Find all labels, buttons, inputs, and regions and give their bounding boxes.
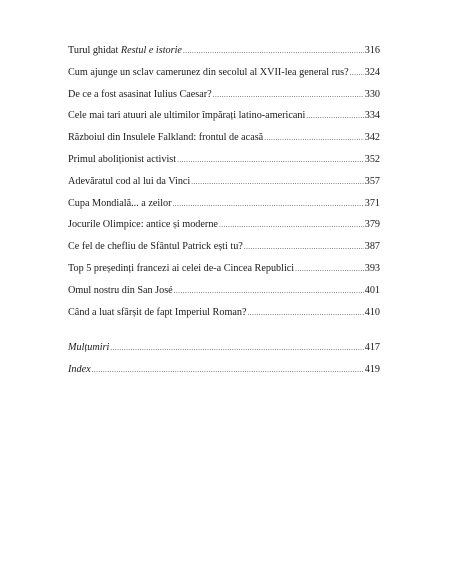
dot-leader [244, 241, 364, 254]
toc-page-number: 357 [364, 175, 380, 187]
section-gap [68, 327, 380, 341]
toc-entry [68, 44, 380, 66]
toc-entry-title: Top 5 președinți francezi ai celei de-a Cincea Republici [68, 262, 295, 274]
dot-leader [191, 176, 363, 189]
dot-leader [177, 154, 364, 167]
dot-leader [219, 219, 364, 232]
toc-entry [68, 109, 380, 131]
toc-page-number: 342 [364, 132, 380, 144]
dot-leader [92, 364, 364, 377]
toc-entry-title-italic: Restul e istorie [120, 45, 182, 56]
dot-leader [174, 285, 364, 298]
toc-page-number: 419 [364, 364, 380, 376]
toc-entry-back-matter [68, 341, 380, 363]
toc-entry-title: De ce a fost asasinat Iulius Caesar? [68, 88, 212, 100]
toc-page-number: 352 [364, 153, 380, 165]
toc-entry [68, 66, 380, 88]
toc-page-number: 417 [364, 342, 380, 354]
toc-entry [68, 197, 380, 219]
toc-page-number: 316 [364, 45, 380, 56]
toc-entry [68, 262, 380, 284]
dot-leader [110, 342, 363, 355]
toc-page-number: 330 [364, 88, 380, 100]
toc-page-number: 324 [364, 66, 380, 78]
toc-entry [68, 218, 380, 240]
dot-leader [248, 307, 364, 320]
toc-page-number: 393 [364, 262, 380, 274]
toc-entry [68, 88, 380, 110]
dot-leader [183, 45, 364, 58]
toc-entry-title: Cele mai tari atuuri ale ultimilor împărați latino-americani [68, 110, 306, 122]
dot-leader [264, 132, 364, 145]
dot-leader [173, 198, 364, 211]
dot-leader [306, 110, 363, 123]
toc-entry-title: Războiul din Insulele Falkland: frontul de acasă [68, 132, 264, 144]
toc-entry-title: Jocurile Olimpice: antice și moderne [68, 219, 218, 231]
toc-page-number: 387 [364, 241, 380, 253]
dot-leader [295, 263, 364, 276]
toc-entry-title: Ce fel de chefliu de Sfântul Patrick ești tu? [68, 241, 243, 253]
toc-entry-title: Omul nostru din San José [68, 284, 173, 296]
toc-entry [68, 306, 380, 328]
toc-page-number: 371 [364, 197, 380, 209]
toc-entry [68, 284, 380, 306]
toc-page-number: 379 [364, 219, 380, 231]
dot-leader [213, 89, 364, 102]
toc-entry-title: Index [68, 364, 91, 376]
toc-entry [68, 131, 380, 153]
toc-entry [68, 175, 380, 197]
toc-entry-title: Primul aboliționist activist [68, 153, 177, 165]
toc-entry [68, 153, 380, 175]
toc-entry [68, 240, 380, 262]
toc-entry-back-matter [68, 363, 380, 385]
toc-page-number: 334 [364, 110, 380, 122]
toc-page-number: 410 [364, 306, 380, 318]
toc-entry-title: Mulțumiri [68, 342, 110, 354]
dot-leader [350, 67, 364, 80]
toc-entry-title: Turul ghidat Restul e istorie [68, 45, 182, 56]
toc-entry-title: Când a luat sfârșit de fapt Imperiul Roman? [68, 306, 247, 318]
toc-entry-title: Adevăratul cod al lui da Vinci [68, 175, 191, 187]
toc-entry-title: Cum ajunge un sclav camerunez din secolul al XVII-lea general rus? [68, 66, 349, 78]
toc-entry-title: Cupa Mondială... a zeilor [68, 197, 172, 209]
table-of-contents [68, 44, 380, 385]
toc-page-number: 401 [364, 284, 380, 296]
